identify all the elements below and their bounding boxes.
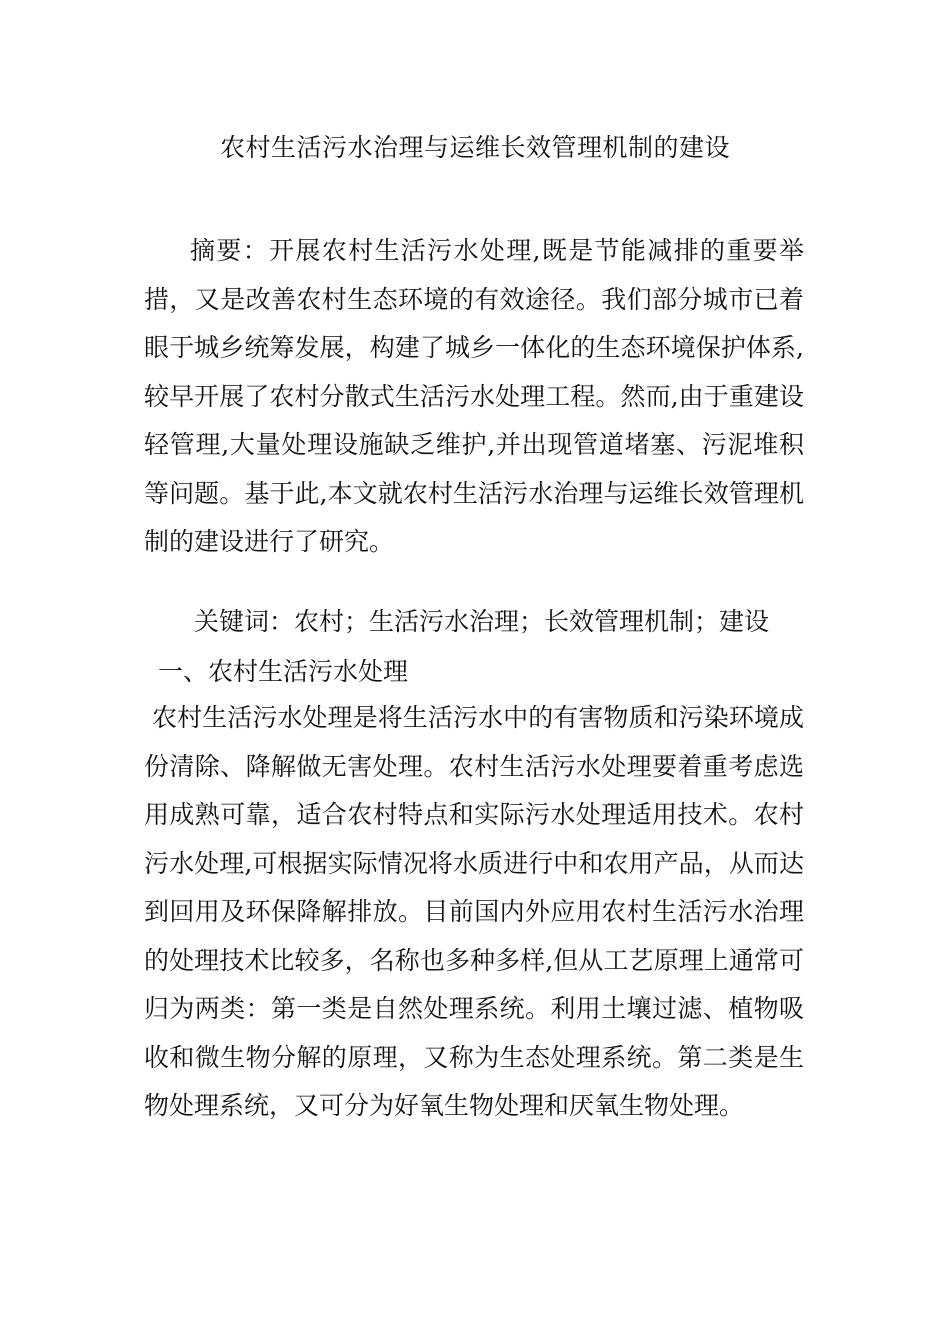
section-heading: 一、农村生活污水处理 xyxy=(158,657,409,686)
document-title: 农村生活污水治理与运维长效管理机制的建设 xyxy=(219,133,730,162)
section-body-paragraph: 农村生活污水处理是将生活污水中的有害物质和污染环境成份清除、降解做无害处理。农村生活污水处理要着重考虑选用成熟可靠，适合农村特点和实际污水处理适用技术。农村污水处理,可根据实际情况将水质进行中和农用产品，从而达到回用及环保降解排放。目前国内外应用农村生活污水治理的处理技术比较多，名称也多种多样,但从工艺原理上通常可归为两类：第一类是自然处理系统。利用土壤过滤、植物吸收和微生物分解的原理，又称为生态处理系统。第二类是生物处理系统，又可分为好氧生物处理和厌氧生物处理。 xyxy=(144,703,804,1120)
keywords-line: 关键词：农村；生活污水治理；长效管理机制；建设 xyxy=(194,607,770,636)
abstract-paragraph: 摘要：开展农村生活污水处理,既是节能减排的重要举措，又是改善农村生态环境的有效途径。我们部分城市已着眼于城乡统筹发展，构建了城乡一体化的生态环境保护体系,较早开展了农村分散式生活污水处理工程。然而,由于重建设轻管理,大量处理设施缺乏维护,并出现管道堵塞、污泥堆积等问题。基于此,本文就农村生活污水治理与运维长效管理机制的建设进行了研究。 xyxy=(144,236,804,556)
